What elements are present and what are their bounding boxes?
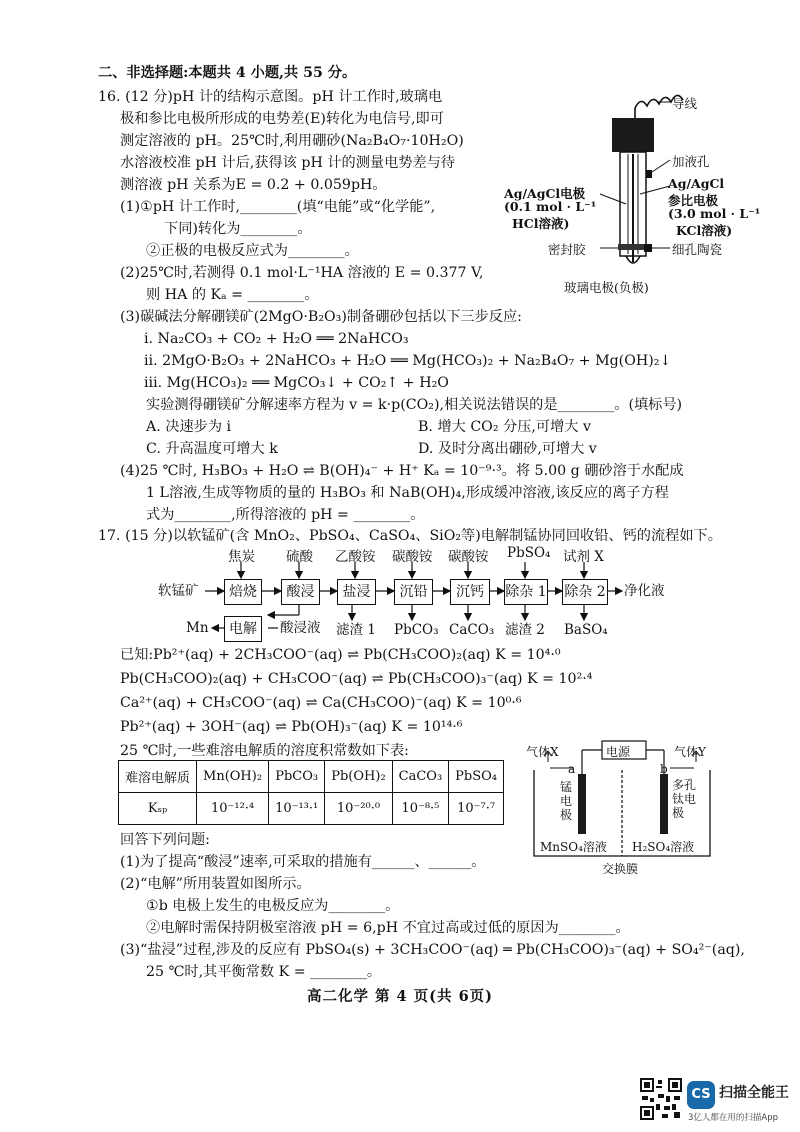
q16-part3: (3)碳碱法分解硼镁矿(2MgO·B₂O₃)制备硼砂包括以下三步反应: xyxy=(120,309,522,325)
table-header-cell: PbSO₄ xyxy=(449,761,504,793)
table-header-cell: CaCO₃ xyxy=(392,761,449,793)
camscanner-logo-icon: CS xyxy=(687,1081,715,1109)
table-row xyxy=(119,761,504,793)
output-caco3: CaCO₃ xyxy=(449,622,495,638)
output-residue-2: 滤渣 2 xyxy=(505,622,545,638)
step-purify-2: 除杂 2 xyxy=(562,579,608,605)
fig-label-ref-right-1: Ag/AgCl xyxy=(668,176,725,191)
q16-line3: 测定溶液的 pH。25℃时,利用硼砂(Na₂B₄O₇·10H₂O) xyxy=(120,133,464,149)
q17-part2: (2)“电解”所用装置如图所示。 xyxy=(120,876,311,892)
q16-part2-b: 则 HA 的 Kₐ = ________。 xyxy=(146,287,319,303)
q16-option-c: C. 升高温度可增大 k xyxy=(146,441,278,457)
q16-reaction-3: ⅲ. Mg(HCO₃)₂ ══ MgCO₃↓ + CO₂↑ + H₂O xyxy=(144,375,449,391)
fig-label-ref-left-1: Ag/AgCl电极 xyxy=(504,186,586,201)
section-heading: 二、非选择题:本题共 4 小题,共 55 分。 xyxy=(98,65,357,81)
cell-right-solution: H₂SO₄溶液 xyxy=(632,840,695,854)
cell-gas-y: 气体Y xyxy=(674,745,706,759)
q16-option-d: D. 及时分离出硼砂,可增大 v xyxy=(418,441,597,457)
reagent-pbso4: PbSO₄ xyxy=(507,545,551,561)
step-acid-leach: 酸浸 xyxy=(281,579,320,605)
q16-option-a: A. 决速步为 ⅰ xyxy=(146,419,232,435)
fig-label-ref-left-2: (0.1 mol · L⁻¹ xyxy=(504,199,597,214)
table-cell: 10⁻¹²·⁴ xyxy=(197,793,269,825)
q16-option-b: B. 增大 CO₂ 分压,可增大 v xyxy=(418,419,591,435)
cell-electrode-b: b xyxy=(660,762,668,776)
reagent-x: 试剂 X xyxy=(563,549,604,565)
output-pbco3: PbCO₃ xyxy=(394,622,439,638)
fig-label-port: 加液孔 xyxy=(672,154,710,169)
q16-reaction-2: ⅱ. 2MgO·B₂O₃ + 2NaHCO₃ + H₂O ══ Mg(HCO₃)₂ + Na₂B₄O₇ + Mg(OH)₂↓ xyxy=(144,353,672,369)
q16-part4-a: (4)25 ℃时, H₃BO₃ + H₂O ⇌ B(OH)₄⁻ + H⁺ Kₐ = 10⁻⁹·³。将 5.00 g 硼砂溶于水配成 xyxy=(120,463,684,479)
cell-power-supply: 电源 xyxy=(606,745,631,759)
cell-electrode-a: a xyxy=(568,762,576,776)
step-roast: 焙烧 xyxy=(224,579,262,605)
q16-reaction-1: ⅰ. Na₂CO₃ + CO₂ + H₂O ══ 2NaHCO₃ xyxy=(144,331,409,347)
q17-part2-a: ①b 电极上发生的电极反应为________。 xyxy=(146,898,400,914)
table-row xyxy=(119,793,504,825)
table-header-cell: 难溶电解质 xyxy=(119,761,197,793)
q16-part2-a: (2)25℃时,若测得 0.1 mol·L⁻¹HA 溶液的 E = 0.377 V, xyxy=(120,265,484,281)
output-baso4: BaSO₄ xyxy=(564,622,608,638)
reagent-coke: 焦炭 xyxy=(228,549,255,565)
cell-membrane: 交换膜 xyxy=(602,862,639,876)
table-header-cell: Pb(OH)₂ xyxy=(325,761,392,793)
fig-label-ref-left-3: HCl溶液) xyxy=(512,216,570,231)
fig-label-ref-right-2: 参比电极 xyxy=(668,193,719,208)
q17-part3-b: 25 ℃时,其平衡常数 K = ________。 xyxy=(146,964,382,980)
fig-label-ref-right-3: (3.0 mol · L⁻¹ xyxy=(668,206,761,221)
flow-mn: Mn xyxy=(186,620,209,636)
q17-part1: (1)为了提高“酸浸”速率,可采取的措施有______、______。 xyxy=(120,854,486,870)
table-header-cell: Mn(OH)₂ xyxy=(197,761,269,793)
q17-table-intro: 25 ℃时,一些难溶电解质的溶度积常数如下表: xyxy=(120,743,409,759)
cell-mn-electrode: 锰电极 xyxy=(560,780,573,822)
q16-part3-question: 实验测得硼镁矿分解速率方程为 v = k·p(CO₂),相关说法错误的是________。(填标号) xyxy=(146,397,683,413)
table-header-cell: PbCO₃ xyxy=(269,761,325,793)
table-cell: Kₛₚ xyxy=(119,793,197,825)
table-cell: 10⁻¹³·¹ xyxy=(269,793,325,825)
qr-code-icon xyxy=(640,1078,682,1120)
output-residue-1: 滤渣 1 xyxy=(336,622,376,638)
page-footer: 高二化学 第 4 页(共 6页) xyxy=(306,988,494,1005)
step-electrolysis: 电解 xyxy=(224,616,262,642)
scanner-app-name: 扫描全能王 xyxy=(719,1085,789,1101)
fig-label-ceramic: 细孔陶瓷 xyxy=(672,242,723,257)
cell-left-solution: MnSO₄溶液 xyxy=(540,840,607,854)
fig-label-ref-right-4: KCl溶液) xyxy=(676,223,733,238)
q16-part1-c: ②正极的电极反应式为________。 xyxy=(146,243,359,259)
q17-known-1: 已知:Pb²⁺(aq) + 2CH₃COO⁻(aq) ⇌ Pb(CH₃COO)₂(aq) K = 10⁴·⁰ xyxy=(120,647,561,663)
q16-line5: 测溶液 pH 关系为E = 0.2 + 0.059pH。 xyxy=(120,177,387,193)
ksp-table xyxy=(118,760,504,825)
table-cell: 10⁻⁸·⁵ xyxy=(392,793,449,825)
flow-acid-liquid: 酸浸液 xyxy=(280,620,321,636)
q17-part2-b: ②电解时需保持阴极室溶液 pH = 6,pH 不宜过高或过低的原因为________。 xyxy=(146,920,630,936)
fig-label-glass: 玻璃电极(负极) xyxy=(564,280,649,295)
q16-part4-c: 式为________,所得溶液的 pH = ________。 xyxy=(146,507,425,523)
q16-part1-b: 下同)转化为________。 xyxy=(164,221,312,237)
reagent-sulfuric-acid: 硫酸 xyxy=(286,549,313,565)
fig-label-seal: 密封胶 xyxy=(548,242,586,257)
reagent-ammonium-carbonate-2: 碳酸铵 xyxy=(448,549,489,565)
q17-part3-a: (3)“盐浸”过程,涉及的反应有 PbSO₄(s) + 3CH₃COO⁻(aq) ═ Pb(CH₃COO)₃⁻(aq) + SO₄²⁻(aq), xyxy=(120,942,745,958)
reagent-ammonium-carbonate-1: 碳酸铵 xyxy=(392,549,433,565)
q16-line1: 16. (12 分)pH 计的结构示意图。pH 计工作时,玻璃电 xyxy=(98,89,443,105)
flow-start-ore: 软锰矿 xyxy=(158,583,199,599)
q16-part1-a: (1)①pH 计工作时,________(填“电能”或“化学能”, xyxy=(120,199,436,215)
q17-known-2: Pb(CH₃COO)₂(aq) + CH₃COO⁻(aq) ⇌ Pb(CH₃COO)₃⁻(aq) K = 10²·⁴ xyxy=(120,671,593,687)
step-precipitate-pb: 沉铅 xyxy=(394,579,433,605)
table-cell: 10⁻⁷·⁷ xyxy=(449,793,504,825)
cell-gas-x: 气体X xyxy=(526,745,559,759)
q17-known-3: Ca²⁺(aq) + CH₃COO⁻(aq) ⇌ Ca(CH₃COO)⁻(aq) K = 10⁰·⁶ xyxy=(120,695,522,711)
q16-part4-b: 1 L溶液,生成等物质的量的 H₃BO₃ 和 NaB(OH)₄,形成缓冲溶液,该反应的离子方程 xyxy=(146,485,669,501)
flow-end-liquid: 净化液 xyxy=(624,583,665,599)
q16-line4: 水溶液校准 pH 计后,获得该 pH 计的测量电势差与待 xyxy=(120,155,456,171)
step-salt-leach: 盐浸 xyxy=(337,579,376,605)
cell-ti-electrode: 多孔钛电极 xyxy=(672,778,697,820)
q17-known-4: Pb²⁺(aq) + 3OH⁻(aq) ⇌ Pb(OH)₃⁻(aq) K = 10¹⁴·⁶ xyxy=(120,719,463,735)
table-cell: 10⁻²⁰·⁰ xyxy=(325,793,392,825)
fig-label-wire: 导线 xyxy=(672,96,698,111)
step-precipitate-ca: 沉钙 xyxy=(450,579,490,605)
step-purify-1: 除杂 1 xyxy=(504,579,548,605)
q17-answer-prompt: 回答下列问题: xyxy=(120,832,210,848)
scanner-app-tagline: 3亿人都在用的扫描App xyxy=(688,1113,779,1123)
q16-line2: 极和参比电极所形成的电势差(E)转化为电信号,即可 xyxy=(120,111,444,127)
q17-line1: 17. (15 分)以软锰矿(含 MnO₂、PbSO₄、CaSO₄、SiO₂等)电解制锰协同回收铅、钙的流程如下。 xyxy=(98,528,722,544)
reagent-ammonium-acetate: 乙酸铵 xyxy=(335,549,376,565)
